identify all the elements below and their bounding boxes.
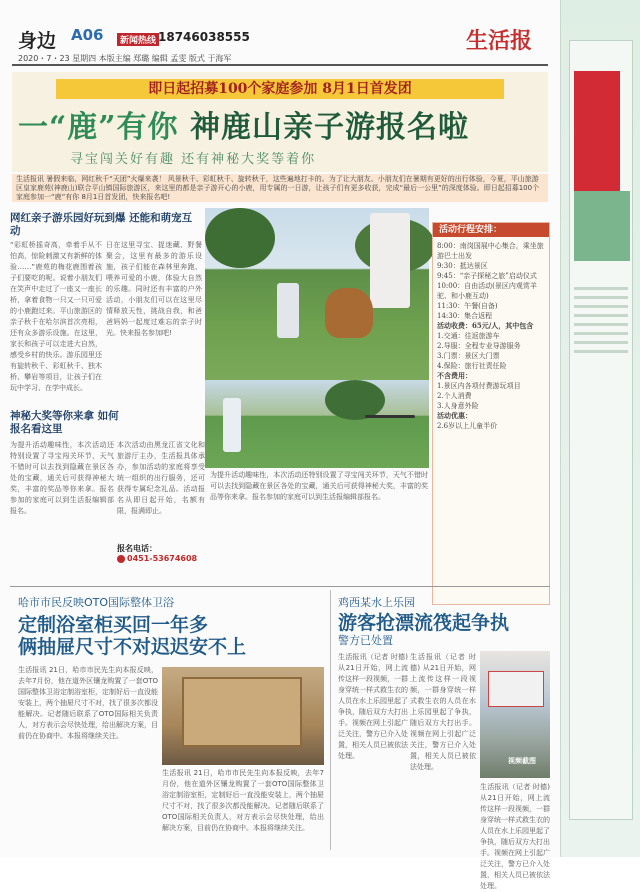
boy-figure	[223, 398, 241, 452]
section-heading-playground: 网红亲子游乐园好玩到爆 还能和萌宠互动	[10, 212, 193, 237]
body-column-1: “彩虹桥摇奇高，牵着手从不怕高，惊险刺激又有新鲜的体验……”鹿苑的梅花鹿围着孩子们要吃的呢。说着小朋友们在笑声中走过了一座又一座长桥，拿着食物一只又一只可爱的小鹿跑过来。平山旅游区的亲子秋千在哈尔滨首次亮相，还有众多游乐设施。在这里，家长和孩子可以走进大自然，感受乡村的快乐。游乐园里还有旋转秋千、彩虹秋千、独木桥、攀岩等项目，让孩子们在玩中学习、在学中成长。	[10, 241, 102, 392]
banner-headline	[18, 102, 548, 146]
headline-dark: 神鹿山亲子游报名啦	[189, 110, 469, 145]
article-kicker-right: 鸡西某水上乐园	[338, 596, 415, 609]
schedule-line: 9:45：“亲子探秘之旅”启动仪式	[437, 272, 537, 280]
body-column-2: 日在这里寻宝、捉迷藏、野餐聚会，这里有最多的游乐设施，孩子们能在森林里奔跑、喂养可爱的小鹿，体验大自然的乐趣。同时还有丰富的户外活动，小朋友们可以在这里尽情释放天性，挑战自我，和爸爸妈妈一起度过难忘的亲子时光。快来报名参加吧!	[106, 241, 202, 337]
hotline-tag: 新闻热线	[117, 33, 159, 46]
swing-photo	[205, 380, 429, 468]
page-code: A06	[71, 26, 104, 44]
schedule-line: 8:00：南岗国展中心集合，乘坐旅游巴士出发	[437, 242, 544, 260]
article-title-left-1: 定制浴室柜买回一年多	[18, 614, 209, 636]
schedule-line: 4.保险：旅行社责任险	[437, 362, 507, 370]
schedule-line: 11:30：午餐(自备)	[437, 302, 498, 310]
schedule-line: 1.交通：往返旅游车	[437, 332, 500, 340]
lead-paragraph: 生活报讯 暑假来临，网红秋千“天团”火爆来袭！ 风景秋千、彩虹秋千、旋转秋千，这些遍地打卡的。为了让大朋友、小朋友们在暑期有更好的出行体验，今夏，平山旅游区皇家鹿苑(神鹿山)联合平山镇国际旅游区，来这里的都是亲子游开心的小鹿，用专属的一日游，让孩子们有更多收获，完成“最后一公里”的深度体验。即日起招募100个家庭参加一“鹿”有你 8月1日首发团，快来报名吧!	[12, 174, 548, 202]
schedule-line: 9:30：抵达景区	[437, 262, 488, 270]
hotline-number[interactable]: 18746038555	[158, 30, 250, 44]
header-divider	[12, 64, 548, 66]
page-header	[0, 0, 560, 64]
schedule-line: 不含费用：	[437, 371, 472, 380]
banner-subtitle: 寻宝闯关好有趣 还有神秘大奖等着你	[70, 152, 317, 167]
schedule-line: 2.个人消费	[437, 392, 472, 400]
schedule-line: 14:30：集合返程	[437, 312, 493, 320]
schedule-line: 10:00：自由活动(景区内观赏羊驼、和小鹿互动)	[437, 282, 537, 300]
cabinet-shape	[182, 677, 302, 747]
dateline: 2020・7・23 星期四 本版主编 郑璐 编辑 孟雯 版式 于海军	[18, 54, 232, 63]
phone-icon	[117, 555, 125, 563]
body-column-3: 为提升活动趣味性，本次活动还特别设置了寻宝闯关环节，天气不错时可以去找到隐藏在景区各处的宝藏，通关后可获得神秘大奖，丰富的奖品等你来拿。报名参加的家庭可以到生活报编辑部报名。	[10, 441, 114, 515]
swing-frame	[365, 415, 415, 418]
banner-kicker: 即日起招募100个家庭参加 8月1日首发团	[56, 79, 504, 99]
article-body-right-3: 生活报讯（记者 时德) 从21日开始，网上流传这样一段视频，一群身穿统一样式救生衣的人员在水上乐园里起了争执，随后双方大打出手。视频在网上引起广泛关注，警方已介入处置，相关人员已被依法处理。	[480, 783, 550, 890]
schedule-line: 1.景区内各项付费游玩项目	[437, 382, 521, 390]
article-body-right-2: 生活报讯（记者 时德) 从21日开始，网上流传这样一段视频，一群身穿统一样式救生衣的人员在水上乐园里起了争执，随后双方大打出手。视频在网上引起广泛关注，警方已介入处置，相关人员已被依法处理。	[410, 653, 476, 771]
register-phone-number: 0451-53674608	[127, 554, 198, 563]
vehicle-shape	[488, 671, 544, 707]
adjacent-page-frame	[569, 40, 633, 820]
section-name: 身边	[18, 30, 57, 52]
adjacent-green-block	[574, 191, 630, 261]
feature-banner	[12, 72, 548, 172]
register-box	[117, 543, 205, 571]
column-divider	[330, 590, 331, 850]
paper-logo: 生活报	[466, 28, 533, 54]
tree-shape	[205, 208, 275, 268]
schedule-heading: 活动行程安排：	[433, 223, 549, 237]
article-subtitle-right: 警方已处置	[338, 634, 393, 647]
article-body-left: 生活报讯 21日，哈市市民先生向本报反映，去年7月份，他在道外区镶龙购置了一套OTO国际整体卫浴定制浴室柜，定制好后一直没能安装上，两个抽屉尺寸不对，找了很多次都没能解决。记者随后联系了OTO国际相关负责人，对方表示会尽快处理，给出解决方案，目前仍在协商中。本报将继续关注。	[18, 666, 158, 740]
body-column-5: 为提升活动趣味性，本次活动还特别设置了寻宝闯关环节，天气不错时可以去找到隐藏在景区各处的宝藏，通关后可获得神秘大奖，丰富的奖品等你来拿。报名参加的家庭可以到生活报编辑部报名。	[210, 471, 428, 501]
article-title-right: 游客抢漂流筏起争执	[338, 612, 510, 634]
schedule-line: 活动收费：65元/人，其中包含	[437, 321, 534, 330]
register-phone[interactable]	[117, 554, 205, 563]
article-body-right-1: 生活报讯（记者 时德) 从21日开始，网上流传这样一段视频，一群身穿统一样式救生衣的人员在水上乐园里起了争执，随后双方大打出手。视频在网上引起广泛关注，警方已介入处置，相关人员已被依法处理。	[338, 653, 408, 760]
deer-feeding-photo	[205, 208, 429, 380]
schedule-line: 活动优惠：	[437, 411, 472, 420]
woman-figure	[370, 213, 410, 308]
body-column-4: 本次活动由黑龙江省文化和旅游厅主办，生活报具体承办，参加活动的家庭将享受统一组织的出行服务，还可获得专属纪念礼品。活动报名从即日起开始，名额有限，报满即止。	[117, 441, 205, 515]
tree-shape	[325, 380, 385, 420]
adjacent-page-preview	[560, 0, 640, 857]
section-heading-prize: 神秘大奖等你来拿 如何报名看这里	[10, 410, 119, 435]
schedule-list	[437, 241, 547, 599]
schedule-line: 2.6岁以上儿童半价	[437, 422, 498, 430]
section-divider	[10, 586, 550, 587]
article-body-left-2: 生活报讯 21日，哈市市民先生向本报反映，去年7月份，他在道外区镶龙购置了一套OTO国际整体卫浴定制浴室柜，定制好后一直没能安装上，两个抽屉尺寸不对，找了很多次都没能解决。记者随后联系了OTO国际相关负责人，对方表示会尽快处理，给出解决方案，目前仍在协商中。本报将继续关注。	[162, 769, 324, 832]
schedule-line: 3.人身意外险	[437, 402, 479, 410]
register-label: 报名电话：	[117, 544, 157, 553]
article-kicker-left: 哈市市民反映OTO国际整体卫浴	[18, 596, 175, 609]
schedule-line: 2.导服：全程专业导游服务	[437, 342, 521, 350]
photo-caption: 视频截图	[508, 757, 536, 765]
schedule-line: 3.门票：景区大门票	[437, 352, 500, 360]
adjacent-red-block	[574, 71, 620, 191]
article-title-left-2: 俩抽屉尺寸不对迟迟安不上	[18, 636, 247, 658]
schedule-sidebar	[432, 222, 550, 605]
deer-figure	[325, 288, 373, 338]
adjacent-text-lines	[570, 281, 632, 359]
bathroom-cabinet-photo	[162, 667, 324, 765]
headline-green: 一“鹿”有你	[18, 110, 179, 145]
child-figure	[277, 283, 299, 338]
